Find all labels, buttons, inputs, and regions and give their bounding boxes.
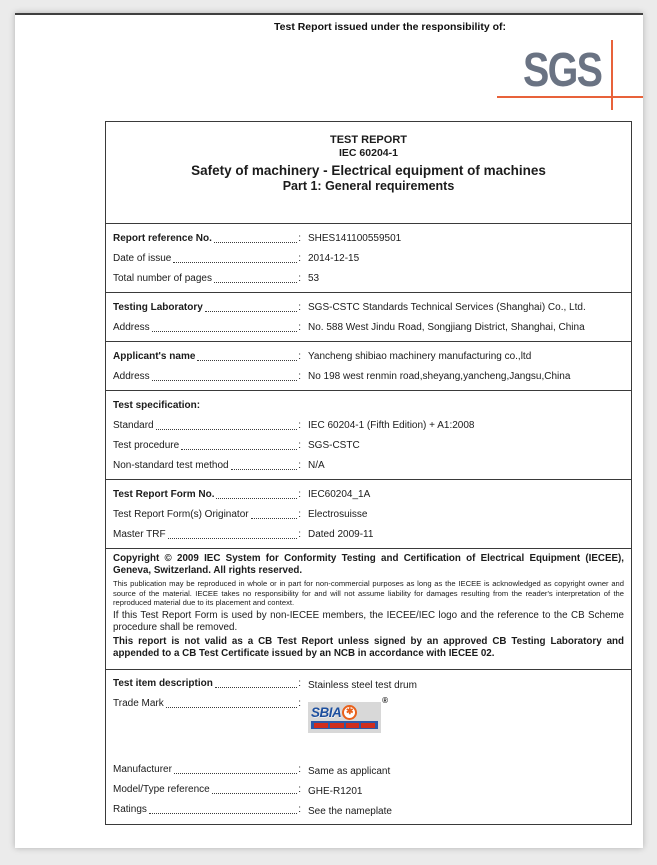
field-value: SGS-CSTC Standards Technical Services (Shanghai) Co., Ltd. — [308, 301, 586, 313]
colon: : — [298, 252, 301, 264]
dot-leader — [231, 469, 298, 470]
field-row-form-originator — [106, 504, 631, 524]
report-title: TEST REPORT — [329, 134, 407, 146]
colon: : — [298, 784, 301, 795]
field-row-master-trf — [106, 524, 631, 544]
copyright-warning: This report is not valid as a CB Test Report unless signed by an approved CB Testing Laboratory and appended to a CB Test Certificate issued by an NCB in accordance with IECEE 02. — [113, 635, 624, 659]
field-value: No. 588 West Jindu Road, Songjiang District, Shanghai, China — [308, 321, 585, 333]
colon: : — [298, 301, 301, 313]
sgs-logo-horizontal-rule — [497, 96, 643, 98]
registered-trademark-icon: ® — [382, 696, 388, 705]
field-value: Same as applicant — [308, 766, 391, 777]
report-info-section — [106, 223, 631, 292]
laboratory-section — [106, 292, 631, 341]
dot-leader — [168, 538, 298, 539]
trademark-logo-top — [311, 704, 378, 720]
sgs-logo-vertical-rule — [611, 40, 613, 110]
sgs-logo-text: SGS — [523, 42, 602, 97]
dot-leader — [212, 793, 298, 794]
dot-leader — [173, 262, 297, 263]
colon: : — [298, 528, 301, 540]
field-value — [301, 697, 624, 733]
copyright-note: If this Test Report Form is used by non-IECEE members, the IECEE/IEC logo and the reference to the CB Scheme procedure shall be removed. — [113, 609, 624, 633]
field-label: Master TRF — [113, 528, 166, 540]
issued-responsibility-note: Test Report issued under the responsibility of: — [274, 21, 506, 33]
standard-part: Part 1: General requirements — [282, 179, 455, 193]
colon: : — [298, 678, 301, 689]
colon: : — [298, 321, 301, 333]
dot-leader — [152, 331, 298, 332]
field-value: IEC60204_1A — [308, 488, 371, 500]
field-row-manufacturer — [106, 760, 631, 780]
field-value: IEC 60204-1 (Fifth Edition) + A1:2008 — [308, 419, 475, 431]
section-heading: Test specification: — [113, 399, 201, 411]
field-row-applicant-name — [106, 346, 631, 366]
field-label: Testing Laboratory — [113, 301, 203, 313]
field-value: SHES141100559501 — [308, 232, 402, 244]
trademark-text: SBIA — [311, 704, 342, 720]
field-label: Model/Type reference — [113, 784, 210, 795]
field-row-ratings — [106, 800, 631, 820]
trademark-logo-bar — [311, 721, 378, 729]
report-page — [15, 13, 643, 848]
colon: : — [298, 439, 301, 451]
field-label: Trade Mark — [113, 698, 164, 709]
colon: : — [298, 508, 301, 520]
field-value: GHE-R1201 — [308, 786, 363, 797]
copyright-body: This publication may be reproduced in whole or in part for non-commercial purposes as long as the IECEE is acknowledged as copyright owner and source of the material. IECEE takes no responsibility for and will not assume liability for damages resulting from the reader's interpretation of the reproduced material due to its placement and context. — [113, 579, 624, 607]
sgs-logo — [485, 40, 643, 122]
dot-leader — [181, 449, 297, 450]
field-value: N/A — [308, 459, 325, 471]
field-row-test-item-description — [106, 674, 631, 694]
field-label: Manufacturer — [113, 764, 172, 775]
field-row-date-of-issue — [106, 248, 631, 268]
field-label: Total number of pages — [113, 272, 212, 284]
field-label: Ratings — [113, 804, 147, 815]
field-row-non-standard-method — [106, 455, 631, 475]
test-specification-section — [106, 390, 631, 479]
dot-leader — [251, 518, 298, 519]
field-label: Date of issue — [113, 252, 172, 264]
copyright-heading: Copyright © 2009 IEC System for Conformity Testing and Certification of Electrical Equipment (IECEE), Geneva, Switzerland. All rights reserved. — [113, 553, 624, 576]
dot-leader — [214, 282, 297, 283]
section-heading-row — [106, 395, 631, 415]
field-row-model-type — [106, 780, 631, 800]
colon: : — [298, 698, 301, 709]
field-label: Standard — [113, 419, 154, 431]
field-value: 2014-12-15 — [308, 252, 360, 264]
field-label: Address — [113, 370, 150, 382]
field-label: Test item description — [113, 678, 213, 689]
report-form-section — [106, 479, 631, 548]
dot-leader — [152, 380, 298, 381]
wheel-icon — [342, 705, 357, 720]
field-label: Test Report Form No. — [113, 488, 215, 500]
dot-leader — [166, 707, 297, 708]
field-row-total-pages — [106, 268, 631, 288]
test-report-table — [105, 121, 632, 825]
colon: : — [298, 232, 301, 244]
field-value: See the nameplate — [308, 806, 392, 817]
applicant-section — [106, 341, 631, 390]
dot-leader — [156, 429, 298, 430]
dot-leader — [216, 498, 297, 499]
field-row-trade-mark — [106, 694, 631, 751]
field-label: Test procedure — [113, 439, 180, 451]
field-row-test-procedure — [106, 435, 631, 455]
field-label: Non-standard test method — [113, 459, 229, 471]
title-section — [106, 122, 631, 223]
dot-leader — [197, 360, 297, 361]
standard-name: Safety of machinery - Electrical equipment of machines — [191, 163, 546, 178]
field-row-form-no — [106, 484, 631, 504]
colon: : — [298, 804, 301, 815]
field-row-report-reference — [106, 228, 631, 248]
field-label: Applicant's name — [113, 350, 196, 362]
dot-leader — [205, 311, 297, 312]
field-row-applicant-address — [106, 366, 631, 386]
field-row-standard — [106, 415, 631, 435]
colon: : — [298, 459, 301, 471]
field-value: Electrosuisse — [308, 508, 368, 520]
colon: : — [298, 764, 301, 775]
field-row-lab-address — [106, 317, 631, 337]
colon: : — [298, 488, 301, 500]
test-item-section — [106, 669, 631, 824]
colon: : — [298, 350, 301, 362]
field-label: Report reference No. — [113, 232, 212, 244]
field-value: Yancheng shibiao machinery manufacturing co.,ltd — [308, 350, 532, 362]
copyright-section — [106, 548, 631, 669]
field-value: 53 — [308, 272, 320, 284]
colon: : — [298, 419, 301, 431]
standard-number: IEC 60204-1 — [339, 147, 398, 159]
trademark-logo — [308, 696, 388, 733]
field-value: Dated 2009-11 — [308, 528, 374, 540]
field-value: Stainless steel test drum — [308, 680, 417, 691]
colon: : — [298, 370, 301, 382]
dot-leader — [214, 242, 297, 243]
dot-leader — [215, 687, 297, 688]
dot-leader — [149, 813, 297, 814]
colon: : — [298, 272, 301, 284]
field-value: No 198 west renmin road,sheyang,yancheng,Jangsu,China — [308, 370, 571, 382]
field-label: Address — [113, 321, 150, 333]
dot-leader — [174, 773, 297, 774]
field-label: Test Report Form(s) Originator — [113, 508, 249, 520]
field-row-testing-laboratory — [106, 297, 631, 317]
field-value: SGS-CSTC — [308, 439, 360, 451]
